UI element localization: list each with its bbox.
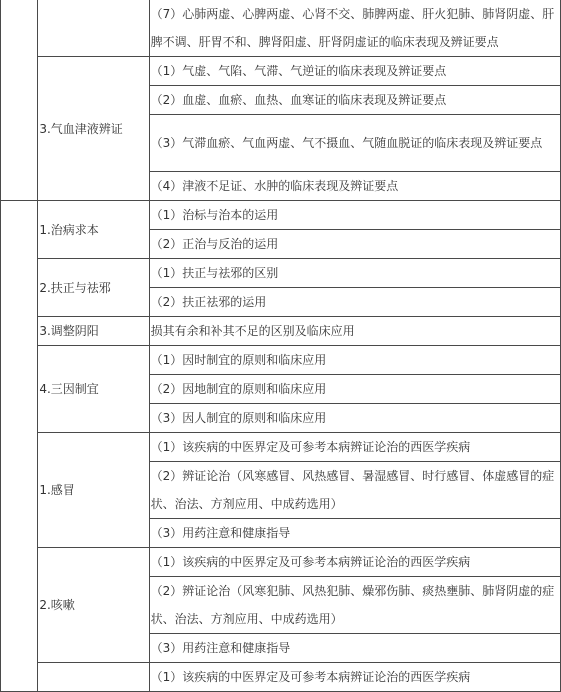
item-cell: （2）血虚、血瘀、血热、血寒证的临床表现及辨证要点 [149, 86, 560, 115]
item-cell: （2）扶正祛邪的运用 [149, 288, 560, 317]
item-cell: 损其有余和补其不足的区别及临床应用 [149, 317, 560, 346]
category-cell: 2.咳嗽 [38, 548, 149, 663]
item-cell: （1）该疾病的中医界定及可参考本病辨证论治的西医学疾病 [149, 548, 560, 577]
item-cell: （2）辨证论治（风寒感冒、风热感冒、暑湿感冒、时行感冒、体虚感冒的症状、治法、方剂应用、中成药选用） [149, 462, 560, 519]
category-cell: 3.调整阴阳 [38, 317, 149, 346]
item-cell: （1）因时制宜的原则和临床应用 [149, 346, 560, 375]
item-cell: （3）因人制宜的原则和临床应用 [149, 404, 560, 433]
category-cell: 4.三因制宜 [38, 346, 149, 433]
category-cell: 1.感冒 [38, 433, 149, 548]
category-cell: 3.气血津液辨证 [38, 57, 149, 201]
item-cell: （3）用药注意和健康指导 [149, 519, 560, 548]
col0-group-b [1, 201, 38, 692]
item-cell: （2）辨证论治（风寒犯肺、风热犯肺、燥邪伤肺、痰热壅肺、肺肾阴虚的症状、治法、方剂应用、中成药选用） [149, 577, 560, 634]
item-cell: （2）因地制宜的原则和临床应用 [149, 375, 560, 404]
col0-group-a [1, 0, 38, 201]
item-cell: （1）治标与治本的运用 [149, 201, 560, 230]
item-cell: （2）正治与反治的运用 [149, 230, 560, 259]
item-cell: （3）用药注意和健康指导 [149, 634, 560, 663]
item-cell: （1）气虚、气陷、气滞、气逆证的临床表现及辨证要点 [149, 57, 560, 86]
item-cell: （1）该疾病的中医界定及可参考本病辨证论治的西医学疾病 [149, 433, 560, 462]
category-cell [38, 0, 149, 57]
item-cell: （1）扶正与祛邪的区别 [149, 259, 560, 288]
item-cell: （1）该疾病的中医界定及可参考本病辨证论治的西医学疾病 [149, 663, 560, 692]
category-cell: 1.治病求本 [38, 201, 149, 259]
category-cell [38, 663, 149, 692]
item-cell: （3）气滞血瘀、气血两虚、气不摄血、气随血脱证的临床表现及辨证要点 [149, 115, 560, 172]
category-cell: 2.扶正与祛邪 [38, 259, 149, 317]
item-cell: （4）津液不足证、水肿的临床表现及辨证要点 [149, 172, 560, 201]
item-cell: （7）心肺两虚、心脾两虚、心肾不交、肺脾两虚、肝火犯肺、肺肾阴虚、肝脾不调、肝胃不和、脾肾阳虚、肝肾阴虚证的临床表现及辨证要点 [149, 0, 560, 57]
